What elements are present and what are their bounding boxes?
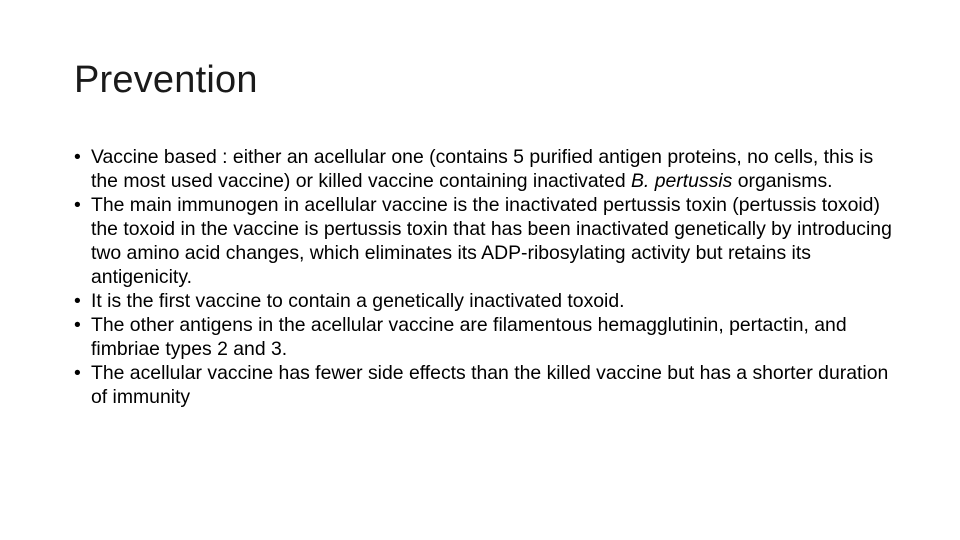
bullet-text: Vaccine based : either an acellular one (contains 5 purified antigen proteins, no cells, this is the most used vaccine) or killed vaccine containing inactivated — [91, 146, 874, 192]
bullet-item-first-vaccine — [74, 289, 894, 313]
bullet-icon: • — [74, 146, 81, 168]
bullet-icon: • — [74, 194, 81, 216]
bullet-item-vaccine-based — [74, 145, 894, 193]
bullet-text: organisms. — [732, 170, 833, 192]
slide-title: Prevention — [74, 59, 258, 101]
bullet-item-side-effects — [74, 361, 894, 409]
bullet-icon: • — [74, 290, 81, 312]
bullet-text: The acellular vaccine has fewer side effects than the killed vaccine but has a shorter duration of immunity — [91, 362, 889, 408]
bullet-text-italic: B. pertussis — [631, 170, 733, 192]
bullet-text: The other antigens in the acellular vaccine are filamentous hemagglutinin, pertactin, and fimbriae types 2 and 3. — [91, 314, 847, 360]
bullet-text: It is the first vaccine to contain a genetically inactivated toxoid. — [91, 290, 625, 312]
bullet-icon: • — [74, 362, 81, 384]
bullet-list — [74, 145, 894, 409]
bullet-item-main-immunogen — [74, 193, 894, 289]
bullet-text: The main immunogen in acellular vaccine is the inactivated pertussis toxin (pertussis toxoid) the toxoid in the vaccine is pertussis toxin that has been inactivated genetically by introducing two amino acid changes, which eliminates its ADP-ribosylating activity but retains its antigenicity. — [91, 194, 892, 288]
bullet-item-other-antigens — [74, 313, 894, 361]
bullet-icon: • — [74, 314, 81, 336]
